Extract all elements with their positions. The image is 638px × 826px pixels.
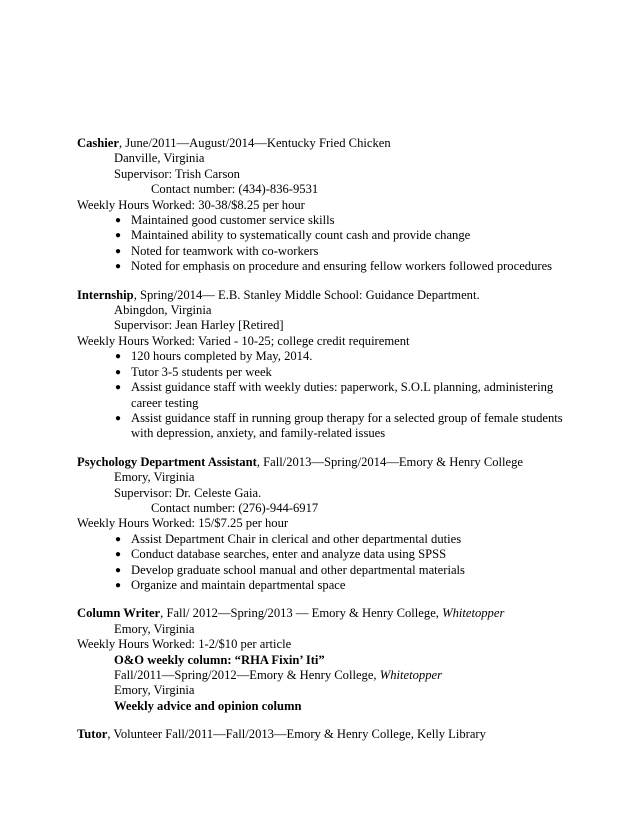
duty-item: ● Conduct database searches, enter and analyze data using SPSS: [115, 547, 447, 562]
bullet-icon: ●: [115, 245, 122, 257]
job-supervisor: Supervisor: Jean Harley [Retired]: [114, 318, 284, 333]
bullet-icon: ●: [115, 261, 122, 273]
job-dates-employer: , Volunteer Fall/2011—Fall/2013—Emory & Henry College, Kelly Library: [107, 727, 486, 742]
job-hours: Weekly Hours Worked: 1-2/$10 per article: [77, 637, 292, 652]
job-dates-employer: , Fall/ 2012—Spring/2013 — Emory & Henry College,: [160, 606, 443, 621]
bullet-icon: ●: [115, 351, 122, 363]
job-title: Column Writer: [77, 606, 161, 621]
job-contact: Contact number: (434)-836-9531: [151, 182, 319, 197]
bullet-icon: ●: [115, 412, 122, 424]
job-hours: Weekly Hours Worked: Varied - 10-25; college credit requirement: [77, 333, 410, 348]
duty-list: [77, 349, 597, 441]
job-hours: Weekly Hours Worked: 15/$7.25 per hour: [77, 516, 289, 531]
resume-page: [77, 136, 597, 743]
duty-item: ● Develop graduate school manual and other departmental materials: [115, 562, 465, 577]
bullet-icon: ●: [115, 549, 122, 561]
duty-item: ● Assist Department Chair in clerical and other departmental duties: [115, 531, 462, 546]
duty-list: [77, 532, 597, 594]
job-contact: Contact number: (276)-944-6917: [151, 500, 319, 515]
job-hours: Weekly Hours Worked: 30-38/$8.25 per hour: [77, 197, 305, 212]
job-title: Psychology Department Assistant: [77, 454, 257, 469]
publication-name: Whitetopper: [442, 606, 505, 621]
bullet-icon: ●: [115, 230, 122, 242]
bullet-icon: ●: [115, 366, 122, 378]
bullet-icon: ●: [115, 579, 122, 591]
duty-item: ● Tutor 3-5 students per week: [115, 364, 272, 379]
bullet-icon: ●: [115, 564, 122, 576]
bullet-icon: ●: [115, 215, 122, 227]
bullet-icon: ●: [115, 382, 122, 394]
duty-item: ● Organize and maintain departmental space: [115, 577, 346, 592]
column-title: O&O weekly column: “RHA Fixin’ Iti”: [114, 652, 325, 667]
job-heading: [77, 455, 597, 470]
duty-item: ● Noted for emphasis on procedure and ensuring fellow workers followed procedures: [115, 259, 553, 274]
job-title: Cashier: [77, 136, 119, 150]
duty-list: [77, 213, 597, 275]
job-heading: [77, 136, 597, 151]
bullet-icon: ●: [115, 533, 122, 545]
job-title: Tutor: [77, 727, 108, 742]
duty-item: ● Noted for teamwork with co-workers: [115, 243, 319, 258]
column-location: Emory, Virginia: [114, 683, 195, 698]
job-dates-employer: , Spring/2014— E.B. Stanley Middle School: Guidance Department.: [133, 287, 480, 302]
publication-name: Whitetopper: [379, 668, 442, 682]
job-supervisor: Supervisor: Trish Carson: [114, 166, 240, 181]
job-entry-column-writer: [77, 606, 597, 714]
job-title: Internship: [77, 287, 134, 302]
job-entry-tutor: [77, 727, 597, 742]
duty-item: ● Assist guidance staff in running group therapy for a selected group of female students with depression, anxiety, and family-related issues: [115, 410, 563, 441]
duty-item: ● Maintained good customer service skills: [115, 213, 335, 228]
duty-item: ● Assist guidance staff with weekly duties: paperwork, S.O.L planning, administering career testing: [115, 380, 554, 410]
column-dates: Fall/2011—Spring/2012—Emory & Henry College, Whitetopper: [114, 668, 442, 682]
job-location: Emory, Virginia: [114, 470, 195, 485]
duty-item: ● Maintained ability to systematically count cash and provide change: [115, 228, 471, 243]
job-location: Danville, Virginia: [114, 151, 205, 166]
job-entry-internship: [77, 288, 597, 442]
job-heading: [77, 288, 597, 303]
job-heading: [77, 606, 597, 621]
job-dates-employer: , Fall/2013—Spring/2014—Emory & Henry College: [256, 454, 524, 469]
job-entry-psych-assistant: [77, 455, 597, 594]
column-description: Weekly advice and opinion column: [114, 698, 302, 713]
job-supervisor: Supervisor: Dr. Celeste Gaia.: [114, 485, 262, 500]
duty-item: ● 120 hours completed by May, 2014.: [115, 349, 313, 364]
job-location: Emory, Virginia: [114, 621, 195, 636]
job-location: Abingdon, Virginia: [114, 303, 212, 318]
job-entry-cashier: [77, 136, 597, 275]
job-heading: [77, 727, 597, 742]
job-dates-employer: , June/2011—August/2014—Kentucky Fried Chicken: [118, 136, 391, 150]
